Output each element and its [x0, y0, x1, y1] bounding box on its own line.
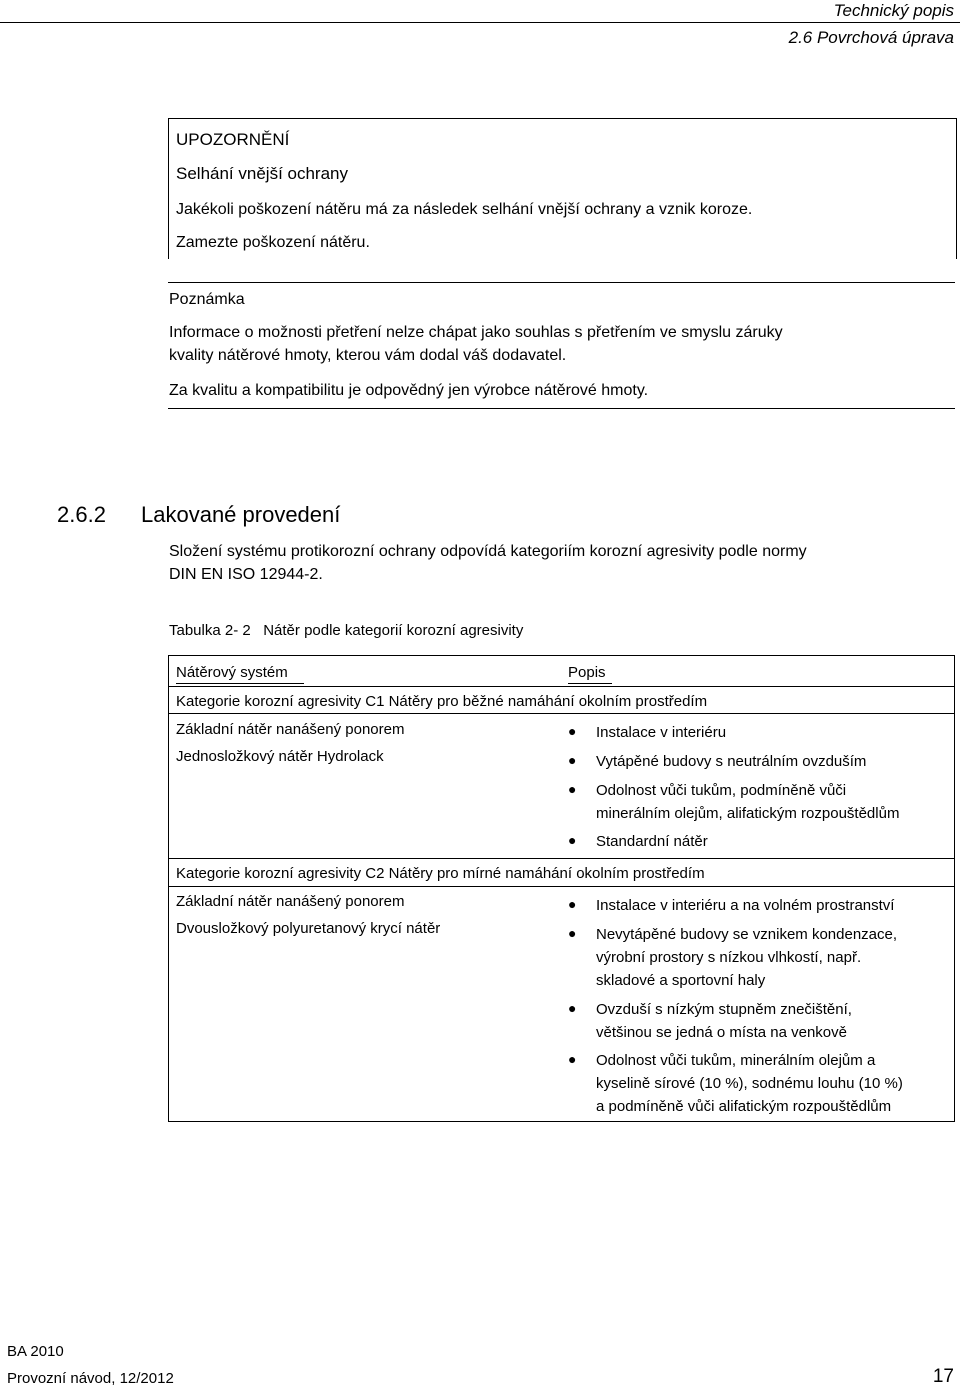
description-line: Instalace v interiéru — [596, 724, 727, 741]
description-line: Vytápěné budovy s neutrálním ovzduším — [596, 753, 867, 770]
warning-text-line: Zamezte poškození nátěru. — [176, 234, 370, 251]
description-line: Ovzduší s nízkým stupněm znečištění, — [596, 1001, 852, 1018]
system-line: Jednosložkový nátěr Hydrolack — [176, 748, 384, 765]
description-line: skladové a sportovní haly — [596, 972, 766, 989]
header-divider — [0, 22, 960, 23]
table-header-description: Popis — [568, 664, 606, 681]
note-text-line: kvality nátěrové hmoty, kterou vám dodal váš dodavatel. — [169, 347, 567, 364]
description-line: minerálním olejům, alifatickým rozpouštědlům — [596, 805, 900, 822]
bullet-dot: ● — [568, 723, 577, 739]
bullet-dot: ● — [568, 752, 577, 768]
header-section: 2.6 Povrchová úprava — [788, 28, 954, 47]
table-rule — [168, 886, 955, 887]
description-line: Nevytápěné budovy se vznikem kondenzace, — [596, 926, 898, 943]
description-line: kyselině sírové (10 %), sodnému louhu (10 %) — [596, 1075, 903, 1092]
bullet-dot: ● — [568, 925, 577, 941]
description-line: výrobní prostory s nízkou vlhkostí, např. — [596, 949, 862, 966]
system-line: Dvousložkový polyuretanový krycí nátěr — [176, 920, 441, 937]
footer-manual: Provozní návod, 12/2012 — [7, 1370, 174, 1387]
warning-title: UPOZORNĚNÍ — [176, 130, 290, 149]
system-line: Základní nátěr nanášený ponorem — [176, 721, 405, 738]
note-text-line: Za kvalitu a kompatibilitu je odpovědný jen výrobce nátěrové hmoty. — [169, 382, 649, 399]
header-underline — [568, 683, 612, 684]
table-header-system: Nátěrový systém — [176, 664, 288, 681]
table-caption: Tabulka 2- 2 Nátěr podle kategorií korozní agresivity — [169, 622, 524, 639]
page-number: 17 — [932, 1366, 954, 1387]
bullet-dot: ● — [568, 781, 577, 797]
note-text-line: Informace o možnosti přetření nelze chápat jako souhlas s přetřením ve smyslu záruky — [169, 324, 783, 341]
header-chapter: Technický popis — [833, 1, 954, 20]
description-line: většinou se jedná o místa na venkově — [596, 1024, 847, 1041]
footer-doc-id: BA 2010 — [7, 1343, 64, 1360]
section-number: 2.6.2 — [57, 502, 106, 527]
note-top-rule — [168, 282, 955, 283]
description-line: a podmíněně vůči alifatickým rozpouštědlům — [596, 1098, 892, 1115]
description-line: Instalace v interiéru a na volném prostranství — [596, 897, 895, 914]
section-title: Lakované provedení — [141, 502, 341, 527]
category-row: Kategorie korozní agresivity C1 Nátěry pro běžné namáhání okolním prostředím — [176, 693, 708, 710]
system-line: Základní nátěr nanášený ponorem — [176, 893, 405, 910]
note-bottom-rule — [168, 408, 955, 409]
note-title: Poznámka — [169, 291, 245, 308]
description-line: Standardní nátěr — [596, 833, 708, 850]
table-rule — [168, 858, 955, 859]
category-row: Kategorie korozní agresivity C2 Nátěry pro mírné namáhání okolním prostředím — [176, 865, 705, 882]
warning-subtitle: Selhání vnější ochrany — [176, 164, 348, 183]
description-line: Odolnost vůči tukům, minerálním olejům a — [596, 1052, 876, 1069]
bullet-dot: ● — [568, 832, 577, 848]
warning-text-line: Jakékoli poškození nátěru má za následek selhání vnější ochrany a vznik koroze. — [176, 201, 753, 218]
section-body-line: Složení systému protikorozní ochrany odpovídá kategoriím korozní agresivity podle normy — [169, 543, 807, 560]
description-line: Odolnost vůči tukům, podmíněně vůči — [596, 782, 847, 799]
table-rule — [168, 686, 955, 687]
bullet-dot: ● — [568, 1000, 577, 1016]
bullet-dot: ● — [568, 1051, 577, 1067]
bullet-dot: ● — [568, 896, 577, 912]
table-rule — [168, 713, 955, 714]
section-body-line: DIN EN ISO 12944-2. — [169, 566, 323, 583]
header-underline — [176, 683, 304, 684]
